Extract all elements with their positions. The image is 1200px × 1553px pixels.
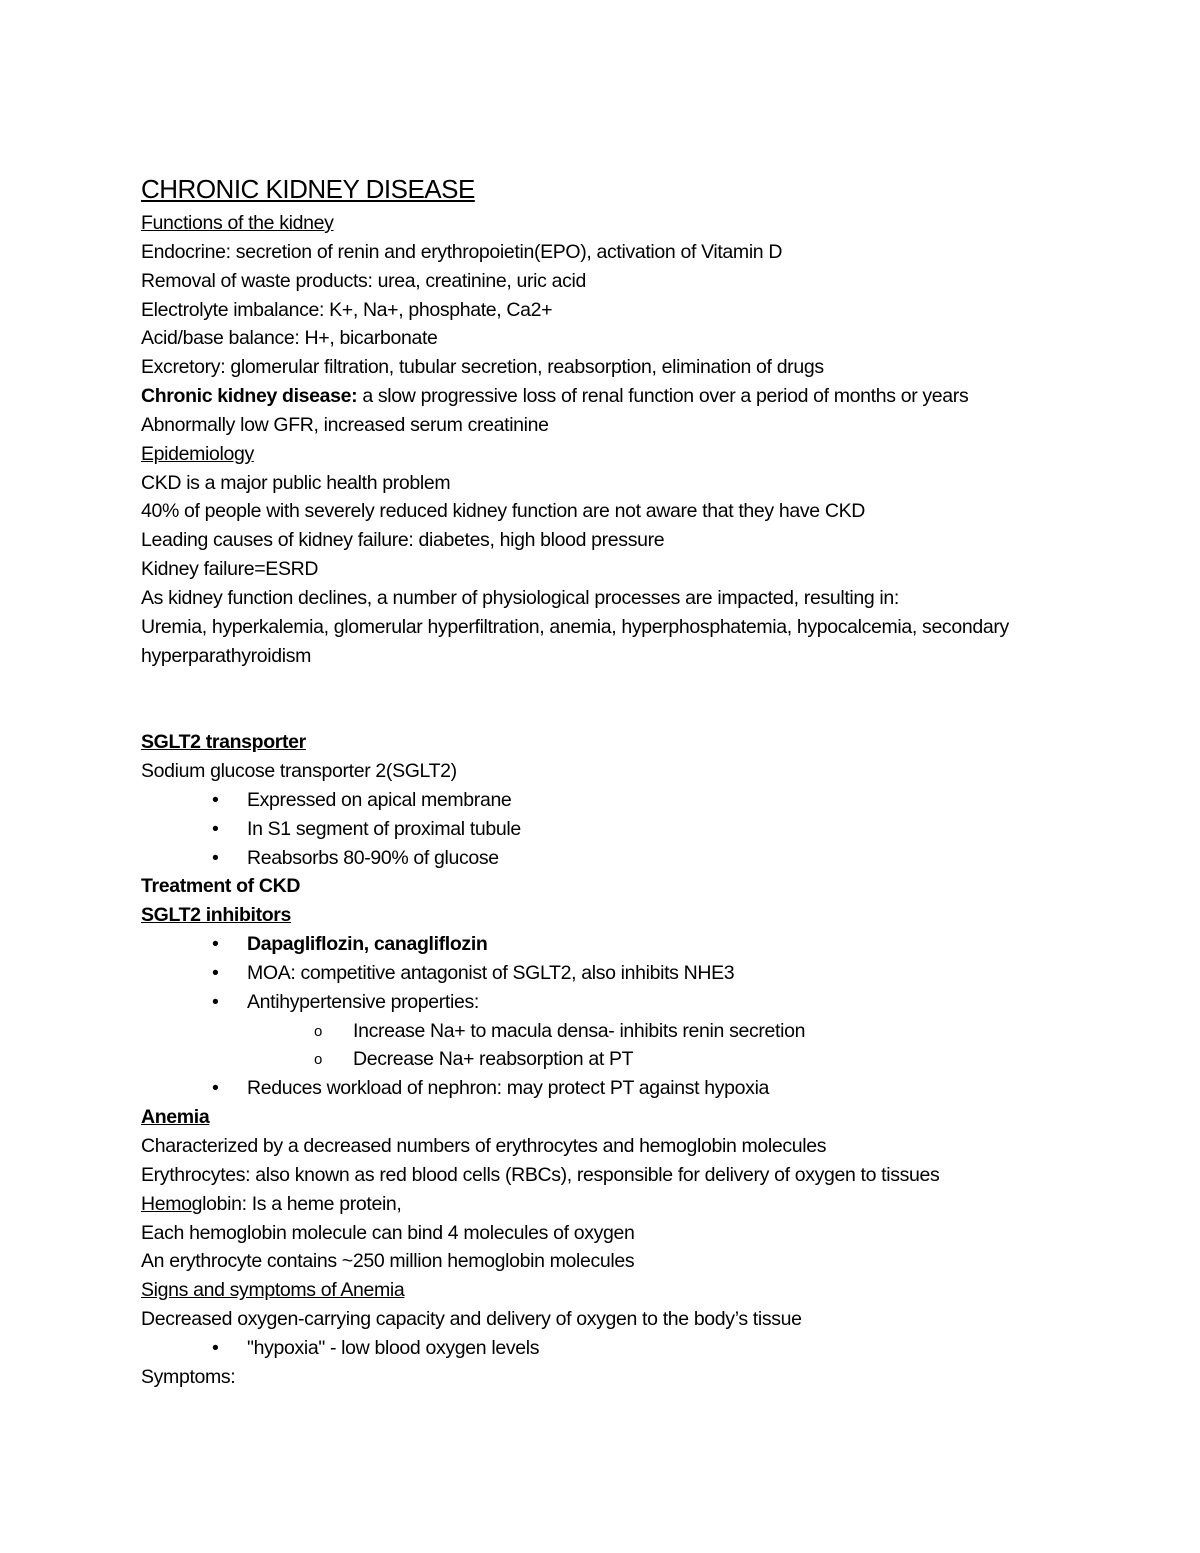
section-heading-epidemiology: Epidemiology (141, 442, 254, 465)
list-item: • Reduces workload of nephron: may protect PT against hypoxia (141, 1074, 1101, 1103)
document-body (141, 172, 1101, 1392)
text-line: Abnormally low GFR, increased serum creatinine (141, 413, 549, 436)
treatment-bullet-list (141, 930, 1101, 1103)
ckd-term: Chronic kidney disease: (141, 385, 358, 408)
sub-list-item: o Decrease Na+ reabsorption at PT (141, 1045, 1101, 1074)
section-heading-signs: Signs and symptoms of Anemia (141, 1279, 405, 1302)
text-line: An erythrocyte contains ~250 million hemoglobin molecules (141, 1250, 635, 1273)
ckd-definition (141, 382, 1041, 411)
list-item: • Expressed on apical membrane (141, 786, 1101, 815)
sglt2-bullet-list (141, 786, 1101, 873)
hemoglobin-line (141, 1190, 1101, 1219)
hemo-rest: globin: Is a heme protein, (191, 1192, 402, 1215)
symptoms-label: Symptoms: (141, 1365, 236, 1388)
text-line: 40% of people with severely reduced kidney function are not aware that they have CKD (141, 500, 865, 523)
subheading-sglt2-inhibitors: SGLT2 inhibitors (141, 904, 292, 927)
text-line: Decreased oxygen-carrying capacity and delivery of oxygen to the body’s tissue (141, 1308, 802, 1331)
page-title: CHRONIC KIDNEY DISEASE (141, 174, 475, 204)
ckd-definition-text: a slow progressive loss of renal function over a period of months or years (357, 385, 969, 408)
text-line: Erythrocytes: also known as red blood cells (RBCs), responsible for delivery of oxygen to tissues (141, 1163, 940, 1186)
text-line: Kidney failure=ESRD (141, 558, 319, 581)
text-line: Acid/base balance: H+, bicarbonate (141, 327, 438, 350)
signs-bullet-list (141, 1334, 1101, 1363)
text-line: Characterized by a decreased numbers of erythrocytes and hemoglobin molecules (141, 1135, 827, 1157)
text-line: Leading causes of kidney failure: diabetes, high blood pressure (141, 529, 665, 552)
sub-list-item: o Increase Na+ to macula densa- inhibits renin secretion (141, 1017, 1101, 1046)
list-item: • Antihypertensive properties: (141, 988, 1101, 1017)
list-item: • In S1 segment of proximal tubule (141, 815, 1101, 844)
text-line: CKD is a major public health problem (141, 471, 451, 494)
text-line: Each hemoglobin molecule can bind 4 molecules of oxygen (141, 1221, 635, 1244)
list-item: • MOA: competitive antagonist of SGLT2, also inhibits NHE3 (141, 959, 1101, 988)
section-heading-treatment: Treatment of CKD (141, 875, 301, 898)
spacer (141, 671, 1101, 729)
text-line: Removal of waste products: urea, creatinine, uric acid (141, 269, 586, 292)
list-item: • "hypoxia" - low blood oxygen levels (141, 1334, 1101, 1363)
consequences-text: Uremia, hyperkalemia, glomerular hyperfiltration, anemia, hyperphosphatemia, hypocalcemia, secondary hyperparathyroidism (141, 615, 1009, 667)
section-heading-anemia: Anemia (141, 1106, 210, 1129)
list-item: • Reabsorbs 80-90% of glucose (141, 844, 1101, 873)
text-line: Electrolyte imbalance: K+, Na+, phosphate, Ca2+ (141, 298, 553, 321)
list-item: • Dapagliflozin, canagliflozin (141, 930, 1101, 959)
section-heading-functions: Functions of the kidney (141, 212, 334, 234)
text-line: Sodium glucose transporter 2(SGLT2) (141, 760, 457, 783)
text-line: Endocrine: secretion of renin and erythropoietin(EPO), activation of Vitamin D (141, 240, 783, 263)
text-line: Excretory: glomerular filtration, tubular secretion, reabsorption, elimination of drugs (141, 356, 824, 379)
section-heading-sglt2: SGLT2 transporter (141, 731, 306, 754)
text-line: As kidney function declines, a number of physiological processes are impacted, resulting in: (141, 586, 899, 609)
hemo-underlined: Hemo (141, 1192, 192, 1215)
